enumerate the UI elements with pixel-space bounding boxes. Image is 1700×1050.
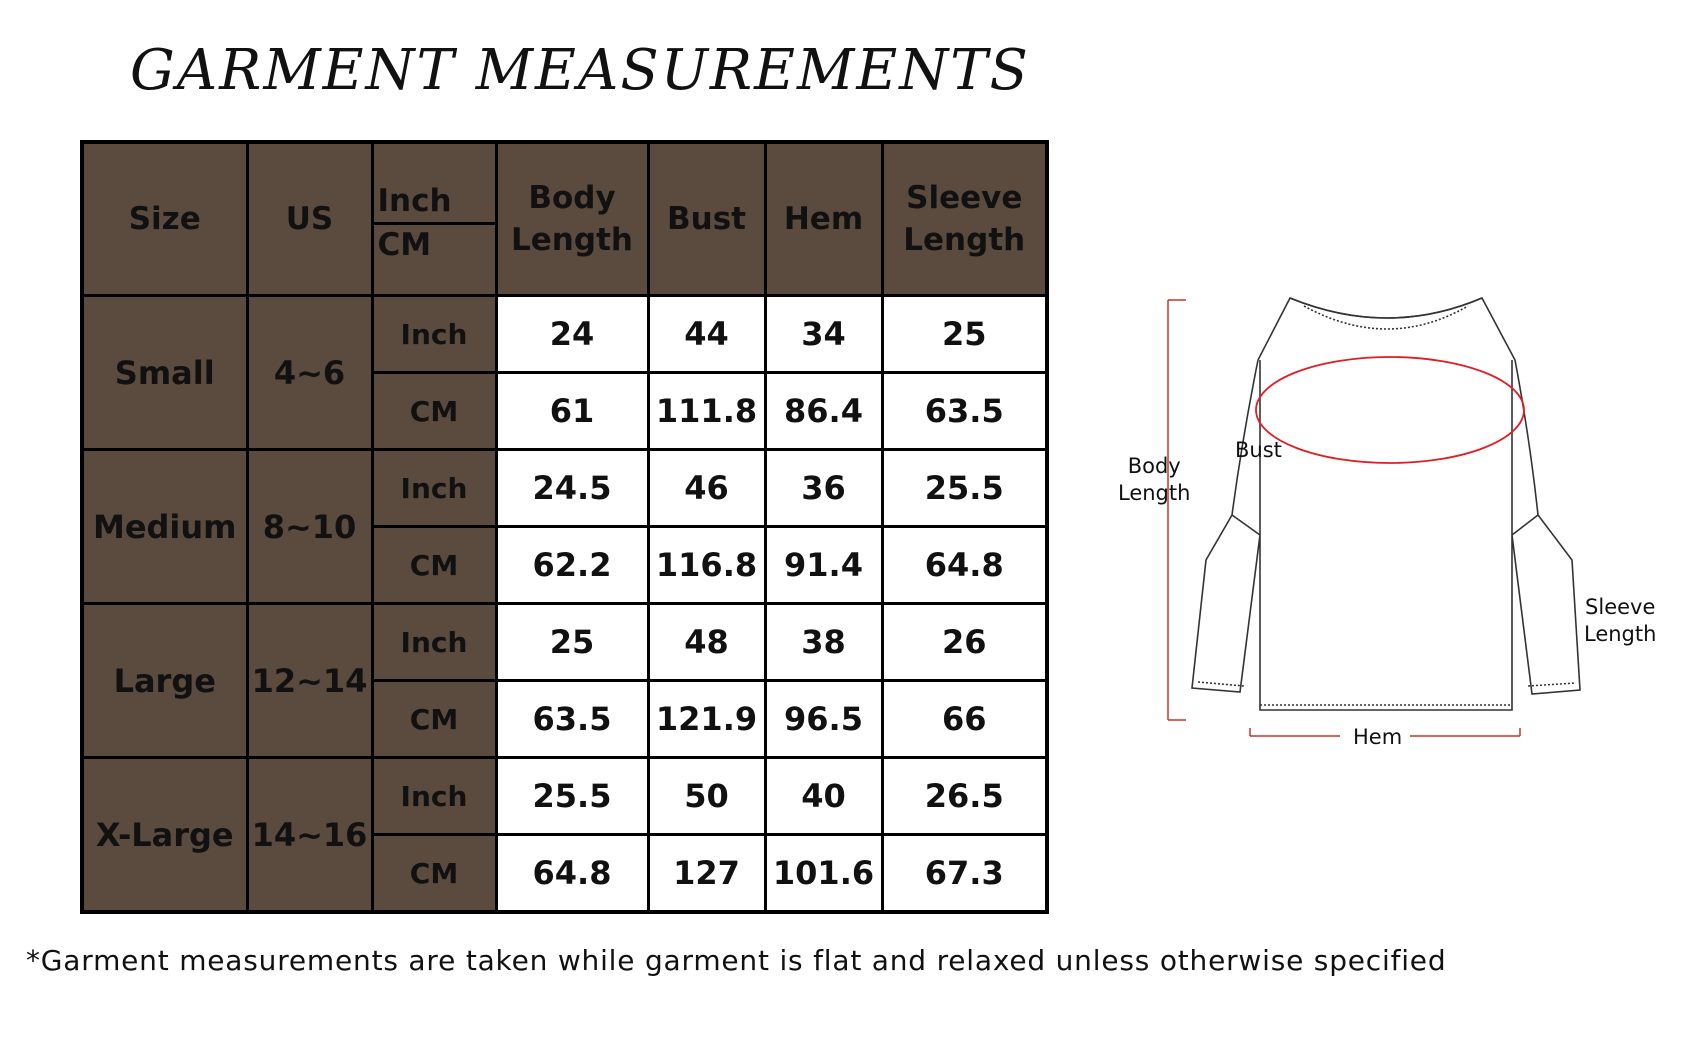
unit-inch: Inch	[372, 758, 496, 835]
footnote: *Garment measurements are taken while garment is flat and relaxed unless otherwise specified	[26, 944, 1447, 977]
header-body-length	[496, 142, 648, 296]
value-cell: 64.8	[496, 835, 648, 913]
value-cell: 25	[882, 296, 1047, 373]
header-body-length-line2: Length	[511, 222, 633, 258]
body-length-label	[1118, 453, 1190, 507]
value-cell: 63.5	[882, 373, 1047, 450]
table-row	[82, 758, 1047, 835]
header-unit-cm: CM	[377, 227, 432, 263]
value-cell: 127	[648, 835, 765, 913]
value-cell: 25.5	[496, 758, 648, 835]
sleeve-length-label-line2: Length	[1584, 622, 1657, 646]
table-row	[82, 450, 1047, 527]
garment-diagram	[1110, 290, 1690, 760]
us-size-large: 12~14	[247, 604, 372, 758]
unit-cm: CM	[372, 681, 496, 758]
value-cell: 36	[765, 450, 882, 527]
unit-inch: Inch	[372, 296, 496, 373]
value-cell: 50	[648, 758, 765, 835]
header-unit-inch: Inch	[374, 180, 495, 225]
table-row	[82, 296, 1047, 373]
value-cell: 40	[765, 758, 882, 835]
value-cell: 91.4	[765, 527, 882, 604]
page-title: GARMENT MEASUREMENTS	[130, 38, 1030, 103]
header-bust: Bust	[648, 142, 765, 296]
unit-inch: Inch	[372, 450, 496, 527]
value-cell: 116.8	[648, 527, 765, 604]
size-label-small: Small	[82, 296, 247, 450]
unit-inch: Inch	[372, 604, 496, 681]
shirt-outline	[1192, 298, 1580, 710]
sleeve-length-label-line1: Sleeve	[1585, 595, 1656, 619]
size-label-xlarge: X-Large	[82, 758, 247, 913]
value-cell: 64.8	[882, 527, 1047, 604]
value-cell: 96.5	[765, 681, 882, 758]
header-sleeve-length-line1: Sleeve	[906, 180, 1023, 216]
header-body-length-line1: Body	[528, 180, 616, 216]
body-length-label-line1: Body	[1127, 454, 1181, 478]
value-cell: 24.5	[496, 450, 648, 527]
value-cell: 66	[882, 681, 1047, 758]
value-cell: 44	[648, 296, 765, 373]
value-cell: 34	[765, 296, 882, 373]
value-cell: 63.5	[496, 681, 648, 758]
value-cell: 121.9	[648, 681, 765, 758]
value-cell: 86.4	[765, 373, 882, 450]
value-cell: 111.8	[648, 373, 765, 450]
value-cell: 25	[496, 604, 648, 681]
unit-cm: CM	[372, 373, 496, 450]
sleeve-length-label	[1584, 594, 1656, 648]
value-cell: 26.5	[882, 758, 1047, 835]
us-size-medium: 8~10	[247, 450, 372, 604]
value-cell: 101.6	[765, 835, 882, 913]
hem-label: Hem	[1353, 725, 1403, 749]
size-label-large: Large	[82, 604, 247, 758]
value-cell: 24	[496, 296, 648, 373]
value-cell: 46	[648, 450, 765, 527]
value-cell: 38	[765, 604, 882, 681]
header-sleeve-length	[882, 142, 1047, 296]
size-chart-table	[80, 140, 1049, 914]
body-length-measure-line	[1168, 300, 1186, 720]
value-cell: 48	[648, 604, 765, 681]
size-label-medium: Medium	[82, 450, 247, 604]
table-header-row	[82, 142, 1047, 296]
header-sleeve-length-line2: Length	[903, 222, 1026, 258]
unit-cm: CM	[372, 835, 496, 913]
bust-label: Bust	[1235, 438, 1282, 462]
header-unit	[372, 142, 496, 296]
header-hem: Hem	[765, 142, 882, 296]
unit-cm: CM	[372, 527, 496, 604]
header-us: US	[247, 142, 372, 296]
value-cell: 25.5	[882, 450, 1047, 527]
us-size-small: 4~6	[247, 296, 372, 450]
value-cell: 62.2	[496, 527, 648, 604]
value-cell: 61	[496, 373, 648, 450]
header-size: Size	[82, 142, 247, 296]
body-length-label-line2: Length	[1118, 481, 1191, 505]
us-size-xlarge: 14~16	[247, 758, 372, 913]
value-cell: 26	[882, 604, 1047, 681]
table-row	[82, 604, 1047, 681]
value-cell: 67.3	[882, 835, 1047, 913]
